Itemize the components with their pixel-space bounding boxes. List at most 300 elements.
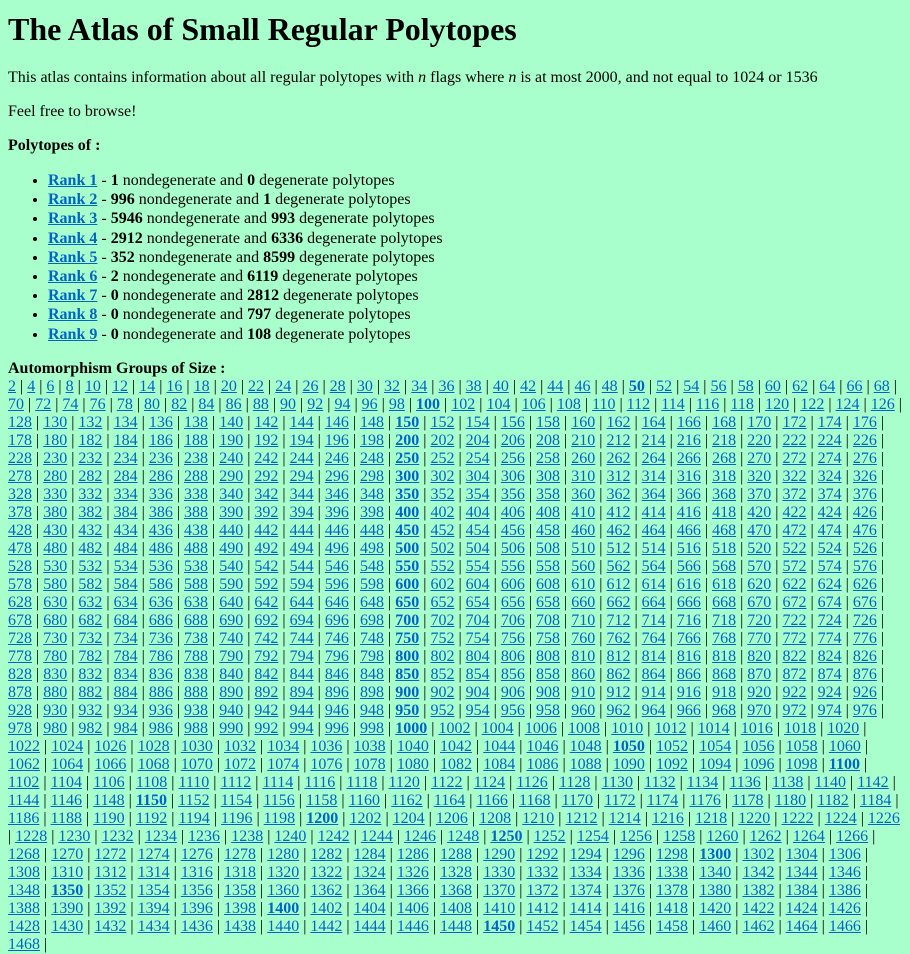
group-size-link[interactable]: 330	[43, 485, 68, 503]
group-size-link[interactable]: 810	[571, 647, 596, 665]
group-size-link[interactable]: 782	[78, 647, 103, 665]
group-size-link[interactable]: 906	[500, 683, 525, 701]
group-size-link[interactable]: 1020	[827, 719, 860, 737]
group-size-link[interactable]: 340	[219, 485, 244, 503]
group-size-link[interactable]: 1172	[604, 791, 636, 809]
group-size-link[interactable]: 100	[416, 395, 441, 413]
group-size-link[interactable]: 1312	[94, 863, 127, 881]
group-size-link[interactable]: 40	[492, 377, 509, 395]
group-size-link[interactable]: 412	[606, 503, 631, 521]
group-size-link[interactable]: 878	[8, 683, 32, 701]
group-size-link[interactable]: 582	[78, 575, 103, 593]
group-size-link[interactable]: 84	[198, 395, 215, 413]
group-size-link[interactable]: 450	[395, 521, 420, 539]
group-size-link[interactable]: 1332	[526, 863, 559, 881]
group-size-link[interactable]: 762	[606, 629, 631, 647]
group-size-link[interactable]: 1028	[137, 737, 170, 755]
group-size-link[interactable]: 1462	[742, 917, 775, 935]
group-size-link[interactable]: 50	[628, 377, 645, 395]
group-size-link[interactable]: 1236	[188, 827, 221, 845]
group-size-link[interactable]: 210	[571, 431, 596, 449]
group-size-link[interactable]: 242	[254, 449, 279, 467]
group-size-link[interactable]: 1114	[262, 773, 294, 791]
group-size-link[interactable]: 440	[219, 521, 244, 539]
group-size-link[interactable]: 862	[606, 665, 631, 683]
group-size-link[interactable]: 722	[782, 611, 807, 629]
group-size-link[interactable]: 622	[782, 575, 807, 593]
group-size-link[interactable]: 516	[676, 539, 701, 557]
group-size-link[interactable]: 1372	[526, 881, 559, 899]
group-size-link[interactable]: 1012	[654, 719, 687, 737]
group-size-link[interactable]: 1210	[522, 809, 555, 827]
group-size-link[interactable]: 1448	[440, 917, 473, 935]
group-size-link[interactable]: 730	[43, 629, 68, 647]
group-size-link[interactable]: 1294	[569, 845, 602, 863]
group-size-link[interactable]: 244	[289, 449, 314, 467]
group-size-link[interactable]: 138	[184, 413, 209, 431]
group-size-link[interactable]: 1002	[438, 719, 471, 737]
group-size-link[interactable]: 28	[329, 377, 346, 395]
group-size-link[interactable]: 498	[360, 539, 385, 557]
group-size-link[interactable]: 880	[43, 683, 68, 701]
group-size-link[interactable]: 124	[835, 395, 860, 413]
group-size-link[interactable]: 324	[817, 467, 842, 485]
group-size-link[interactable]: 156	[500, 413, 525, 431]
group-size-link[interactable]: 182	[78, 431, 103, 449]
group-size-link[interactable]: 200	[395, 431, 420, 449]
group-size-link[interactable]: 882	[78, 683, 103, 701]
group-size-link[interactable]: 458	[536, 521, 561, 539]
group-size-link[interactable]: 550	[395, 557, 420, 575]
group-size-link[interactable]: 1226	[867, 809, 900, 827]
group-size-link[interactable]: 822	[782, 647, 807, 665]
group-size-link[interactable]: 1288	[440, 845, 473, 863]
group-size-link[interactable]: 312	[606, 467, 631, 485]
group-size-link[interactable]: 968	[712, 701, 737, 719]
group-size-link[interactable]: 1324	[353, 863, 386, 881]
group-size-link[interactable]: 354	[465, 485, 490, 503]
group-size-link[interactable]: 1384	[785, 881, 818, 899]
group-size-link[interactable]: 1450	[483, 917, 516, 935]
group-size-link[interactable]: 928	[8, 701, 32, 719]
group-size-link[interactable]: 2	[8, 377, 16, 395]
group-size-link[interactable]: 1010	[611, 719, 644, 737]
group-size-link[interactable]: 128	[8, 413, 32, 431]
group-size-link[interactable]: 268	[712, 449, 737, 467]
group-size-link[interactable]: 358	[536, 485, 561, 503]
group-size-link[interactable]: 732	[78, 629, 103, 647]
group-size-link[interactable]: 1350	[51, 881, 84, 899]
group-size-link[interactable]: 770	[747, 629, 772, 647]
group-size-link[interactable]: 1336	[612, 863, 645, 881]
group-size-link[interactable]: 532	[78, 557, 103, 575]
group-size-link[interactable]: 1208	[479, 809, 512, 827]
group-size-link[interactable]: 394	[289, 503, 314, 521]
group-size-link[interactable]: 52	[656, 377, 673, 395]
group-size-link[interactable]: 1382	[742, 881, 775, 899]
group-size-link[interactable]: 1052	[656, 737, 689, 755]
group-size-link[interactable]: 136	[148, 413, 173, 431]
group-size-link[interactable]: 776	[852, 629, 877, 647]
group-size-link[interactable]: 1424	[785, 899, 818, 917]
group-size-link[interactable]: 282	[78, 467, 103, 485]
group-size-link[interactable]: 208	[536, 431, 561, 449]
group-size-link[interactable]: 110	[592, 395, 616, 413]
group-size-link[interactable]: 1026	[94, 737, 127, 755]
group-size-link[interactable]: 1204	[392, 809, 425, 827]
group-size-link[interactable]: 952	[430, 701, 455, 719]
group-size-link[interactable]: 1272	[94, 845, 127, 863]
group-size-link[interactable]: 1318	[224, 863, 257, 881]
group-size-link[interactable]: 24	[275, 377, 292, 395]
group-size-link[interactable]: 36	[438, 377, 455, 395]
group-size-link[interactable]: 1440	[267, 917, 300, 935]
group-size-link[interactable]: 1000	[395, 719, 428, 737]
group-size-link[interactable]: 194	[289, 431, 314, 449]
group-size-link[interactable]: 56	[710, 377, 727, 395]
group-size-link[interactable]: 1132	[644, 773, 676, 791]
group-size-link[interactable]: 792	[254, 647, 279, 665]
group-size-link[interactable]: 38	[465, 377, 482, 395]
group-size-link[interactable]: 1216	[651, 809, 684, 827]
group-size-link[interactable]: 1456	[612, 917, 645, 935]
group-size-link[interactable]: 174	[817, 413, 842, 431]
group-size-link[interactable]: 90	[280, 395, 297, 413]
group-size-link[interactable]: 650	[395, 593, 420, 611]
group-size-link[interactable]: 92	[307, 395, 324, 413]
group-size-link[interactable]: 788	[184, 647, 209, 665]
group-size-link[interactable]: 104	[486, 395, 511, 413]
group-size-link[interactable]: 614	[641, 575, 666, 593]
group-size-link[interactable]: 1438	[224, 917, 257, 935]
group-size-link[interactable]: 1264	[792, 827, 825, 845]
group-size-link[interactable]: 500	[395, 539, 420, 557]
group-size-link[interactable]: 378	[8, 503, 32, 521]
group-size-link[interactable]: 1260	[706, 827, 739, 845]
group-size-link[interactable]: 746	[324, 629, 349, 647]
group-size-link[interactable]: 704	[465, 611, 490, 629]
group-size-link[interactable]: 1182	[817, 791, 849, 809]
group-size-link[interactable]: 26	[302, 377, 319, 395]
group-size-link[interactable]: 484	[113, 539, 138, 557]
group-size-link[interactable]: 566	[676, 557, 701, 575]
group-size-link[interactable]: 82	[171, 395, 188, 413]
group-size-link[interactable]: 988	[184, 719, 209, 737]
group-size-link[interactable]: 298	[360, 467, 385, 485]
group-size-link[interactable]: 646	[324, 593, 349, 611]
group-size-link[interactable]: 1304	[785, 845, 818, 863]
group-size-link[interactable]: 48	[601, 377, 618, 395]
group-size-link[interactable]: 978	[8, 719, 32, 737]
group-size-link[interactable]: 178	[8, 431, 32, 449]
group-size-link[interactable]: 164	[641, 413, 666, 431]
group-size-link[interactable]: 602	[430, 575, 455, 593]
group-size-link[interactable]: 434	[113, 521, 138, 539]
group-size-link[interactable]: 522	[782, 539, 807, 557]
group-size-link[interactable]: 284	[113, 467, 138, 485]
group-size-link[interactable]: 628	[8, 593, 32, 611]
group-size-link[interactable]: 702	[430, 611, 455, 629]
group-size-link[interactable]: 1454	[569, 917, 602, 935]
group-size-link[interactable]: 526	[852, 539, 877, 557]
group-size-link[interactable]: 34	[411, 377, 428, 395]
group-size-link[interactable]: 1446	[396, 917, 429, 935]
group-size-link[interactable]: 1042	[440, 737, 473, 755]
group-size-link[interactable]: 1402	[310, 899, 343, 917]
group-size-link[interactable]: 504	[465, 539, 490, 557]
group-size-link[interactable]: 114	[661, 395, 685, 413]
group-size-link[interactable]: 380	[43, 503, 68, 521]
group-size-link[interactable]: 1224	[824, 809, 857, 827]
group-size-link[interactable]: 956	[500, 701, 525, 719]
group-size-link[interactable]: 328	[8, 485, 32, 503]
group-size-link[interactable]: 694	[289, 611, 314, 629]
group-size-link[interactable]: 218	[712, 431, 737, 449]
group-size-link[interactable]: 618	[712, 575, 737, 593]
group-size-link[interactable]: 80	[144, 395, 161, 413]
group-size-link[interactable]: 280	[43, 467, 68, 485]
group-size-link[interactable]: 424	[817, 503, 842, 521]
group-size-link[interactable]: 986	[148, 719, 173, 737]
group-size-link[interactable]: 916	[676, 683, 701, 701]
group-size-link[interactable]: 1270	[51, 845, 84, 863]
group-size-link[interactable]: 1406	[396, 899, 429, 917]
group-size-link[interactable]: 668	[712, 593, 737, 611]
group-size-link[interactable]: 734	[113, 629, 138, 647]
group-size-link[interactable]: 476	[852, 521, 877, 539]
group-size-link[interactable]: 388	[184, 503, 209, 521]
group-size-link[interactable]: 1388	[8, 899, 40, 917]
group-size-link[interactable]: 908	[536, 683, 561, 701]
group-size-link[interactable]: 1278	[224, 845, 257, 863]
group-size-link[interactable]: 824	[817, 647, 842, 665]
group-size-link[interactable]: 930	[43, 701, 68, 719]
group-size-link[interactable]: 472	[782, 521, 807, 539]
group-size-link[interactable]: 238	[184, 449, 209, 467]
group-size-link[interactable]: 396	[324, 503, 349, 521]
group-size-link[interactable]: 576	[852, 557, 877, 575]
group-size-link[interactable]: 868	[712, 665, 737, 683]
group-size-link[interactable]: 888	[184, 683, 209, 701]
group-size-link[interactable]: 634	[113, 593, 138, 611]
group-size-link[interactable]: 112	[626, 395, 651, 413]
group-size-link[interactable]: 624	[817, 575, 842, 593]
group-size-link[interactable]: 236	[148, 449, 173, 467]
group-size-link[interactable]: 68	[873, 377, 890, 395]
group-size-link[interactable]: 508	[536, 539, 561, 557]
group-size-link[interactable]: 1070	[180, 755, 213, 773]
group-size-link[interactable]: 1186	[8, 809, 40, 827]
group-size-link[interactable]: 22	[248, 377, 265, 395]
group-size-link[interactable]: 1170	[561, 791, 594, 809]
group-size-link[interactable]: 586	[148, 575, 173, 593]
group-size-link[interactable]: 1320	[267, 863, 300, 881]
group-size-link[interactable]: 322	[782, 467, 807, 485]
group-size-link[interactable]: 1344	[785, 863, 818, 881]
group-size-link[interactable]: 74	[62, 395, 79, 413]
group-size-link[interactable]: 714	[641, 611, 666, 629]
group-size-link[interactable]: 134	[113, 413, 138, 431]
group-size-link[interactable]: 456	[500, 521, 525, 539]
group-size-link[interactable]: 1142	[857, 773, 889, 791]
group-size-link[interactable]: 1054	[699, 737, 732, 755]
group-size-link[interactable]: 184	[113, 431, 138, 449]
group-size-link[interactable]: 10	[84, 377, 101, 395]
group-size-link[interactable]: 248	[360, 449, 385, 467]
group-size-link[interactable]: 1058	[785, 737, 818, 755]
group-size-link[interactable]: 1416	[612, 899, 645, 917]
group-size-link[interactable]: 884	[113, 683, 138, 701]
group-size-link[interactable]: 894	[289, 683, 314, 701]
group-size-link[interactable]: 192	[254, 431, 279, 449]
group-size-link[interactable]: 688	[184, 611, 209, 629]
group-size-link[interactable]: 448	[360, 521, 385, 539]
group-size-link[interactable]: 198	[360, 431, 385, 449]
group-size-link[interactable]: 744	[289, 629, 314, 647]
group-size-link[interactable]: 778	[8, 647, 32, 665]
group-size-link[interactable]: 692	[254, 611, 279, 629]
group-size-link[interactable]: 786	[148, 647, 173, 665]
group-size-link[interactable]: 954	[465, 701, 490, 719]
group-size-link[interactable]: 1124	[473, 773, 506, 791]
group-size-link[interactable]: 1422	[742, 899, 775, 917]
group-size-link[interactable]: 1310	[51, 863, 84, 881]
group-size-link[interactable]: 462	[606, 521, 631, 539]
group-size-link[interactable]: 1082	[440, 755, 473, 773]
group-size-link[interactable]: 1118	[346, 773, 378, 791]
group-size-link[interactable]: 1038	[353, 737, 386, 755]
group-size-link[interactable]: 766	[676, 629, 701, 647]
group-size-link[interactable]: 214	[641, 431, 666, 449]
group-size-link[interactable]: 496	[324, 539, 349, 557]
group-size-link[interactable]: 1338	[656, 863, 689, 881]
group-size-link[interactable]: 866	[676, 665, 701, 683]
group-size-link[interactable]: 398	[360, 503, 385, 521]
group-size-link[interactable]: 1330	[483, 863, 516, 881]
group-size-link[interactable]: 784	[113, 647, 138, 665]
group-size-link[interactable]: 410	[571, 503, 596, 521]
group-size-link[interactable]: 900	[395, 683, 420, 701]
group-size-link[interactable]: 316	[676, 467, 701, 485]
group-size-link[interactable]: 1176	[689, 791, 721, 809]
group-size-link[interactable]: 416	[676, 503, 701, 521]
group-size-link[interactable]: 1086	[526, 755, 559, 773]
group-size-link[interactable]: 234	[113, 449, 138, 467]
group-size-link[interactable]: 78	[116, 395, 133, 413]
group-size-link[interactable]: 1192	[135, 809, 168, 827]
group-size-link[interactable]: 558	[536, 557, 561, 575]
group-size-link[interactable]: 648	[360, 593, 385, 611]
group-size-link[interactable]: 1354	[137, 881, 170, 899]
group-size-link[interactable]: 70	[8, 395, 24, 413]
group-size-link[interactable]: 760	[571, 629, 596, 647]
group-size-link[interactable]: 176	[852, 413, 877, 431]
rank-4-link[interactable]: Rank 4	[48, 229, 98, 247]
group-size-link[interactable]: 264	[641, 449, 666, 467]
group-size-link[interactable]: 418	[712, 503, 737, 521]
group-size-link[interactable]: 844	[289, 665, 314, 683]
group-size-link[interactable]: 438	[184, 521, 209, 539]
group-size-link[interactable]: 1328	[440, 863, 473, 881]
group-size-link[interactable]: 1160	[348, 791, 380, 809]
group-size-link[interactable]: 1030	[180, 737, 213, 755]
group-size-link[interactable]: 936	[148, 701, 173, 719]
group-size-link[interactable]: 556	[500, 557, 525, 575]
group-size-link[interactable]: 300	[395, 467, 420, 485]
group-size-link[interactable]: 1074	[267, 755, 300, 773]
group-size-link[interactable]: 1180	[774, 791, 807, 809]
group-size-link[interactable]: 1254	[576, 827, 609, 845]
group-size-link[interactable]: 966	[676, 701, 701, 719]
group-size-link[interactable]: 1394	[137, 899, 170, 917]
group-size-link[interactable]: 1110	[178, 773, 210, 791]
group-size-link[interactable]: 830	[43, 665, 68, 683]
group-size-link[interactable]: 1116	[304, 773, 336, 791]
group-size-link[interactable]: 1436	[180, 917, 213, 935]
group-size-link[interactable]: 150	[395, 413, 420, 431]
group-size-link[interactable]: 548	[360, 557, 385, 575]
group-size-link[interactable]: 976	[852, 701, 877, 719]
group-size-link[interactable]: 270	[747, 449, 772, 467]
group-size-link[interactable]: 864	[641, 665, 666, 683]
group-size-link[interactable]: 346	[324, 485, 349, 503]
group-size-link[interactable]: 1342	[742, 863, 775, 881]
group-size-link[interactable]: 66	[846, 377, 863, 395]
group-size-link[interactable]: 664	[641, 593, 666, 611]
group-size-link[interactable]: 606	[500, 575, 525, 593]
group-size-link[interactable]: 554	[465, 557, 490, 575]
group-size-link[interactable]: 1430	[51, 917, 84, 935]
group-size-link[interactable]: 1266	[836, 827, 869, 845]
group-size-link[interactable]: 1280	[267, 845, 300, 863]
group-size-link[interactable]: 660	[571, 593, 596, 611]
group-size-link[interactable]: 338	[184, 485, 209, 503]
group-size-link[interactable]: 404	[465, 503, 490, 521]
group-size-link[interactable]: 700	[395, 611, 420, 629]
group-size-link[interactable]: 1404	[353, 899, 386, 917]
group-size-link[interactable]: 344	[289, 485, 314, 503]
group-size-link[interactable]: 426	[852, 503, 877, 521]
group-size-link[interactable]: 920	[747, 683, 772, 701]
group-size-link[interactable]: 374	[817, 485, 842, 503]
group-size-link[interactable]: 1072	[224, 755, 257, 773]
group-size-link[interactable]: 148	[360, 413, 385, 431]
group-size-link[interactable]: 1376	[612, 881, 645, 899]
rank-5-link[interactable]: Rank 5	[48, 248, 98, 266]
group-size-link[interactable]: 596	[324, 575, 349, 593]
group-size-link[interactable]: 4	[27, 377, 36, 395]
group-size-link[interactable]: 852	[430, 665, 455, 683]
group-size-link[interactable]: 1432	[94, 917, 127, 935]
group-size-link[interactable]: 834	[113, 665, 138, 683]
group-size-link[interactable]: 982	[78, 719, 103, 737]
group-size-link[interactable]: 1258	[663, 827, 696, 845]
group-size-link[interactable]: 678	[8, 611, 32, 629]
group-size-link[interactable]: 656	[500, 593, 525, 611]
group-size-link[interactable]: 870	[747, 665, 772, 683]
group-size-link[interactable]: 54	[683, 377, 700, 395]
group-size-link[interactable]: 898	[360, 683, 385, 701]
group-size-link[interactable]: 1390	[51, 899, 84, 917]
group-size-link[interactable]: 1004	[481, 719, 514, 737]
group-size-link[interactable]: 1452	[526, 917, 559, 935]
group-size-link[interactable]: 130	[43, 413, 68, 431]
group-size-link[interactable]: 1022	[8, 737, 40, 755]
rank-3-link[interactable]: Rank 3	[48, 210, 98, 228]
group-size-link[interactable]: 1410	[483, 899, 516, 917]
group-size-link[interactable]: 716	[676, 611, 701, 629]
group-size-link[interactable]: 518	[712, 539, 737, 557]
